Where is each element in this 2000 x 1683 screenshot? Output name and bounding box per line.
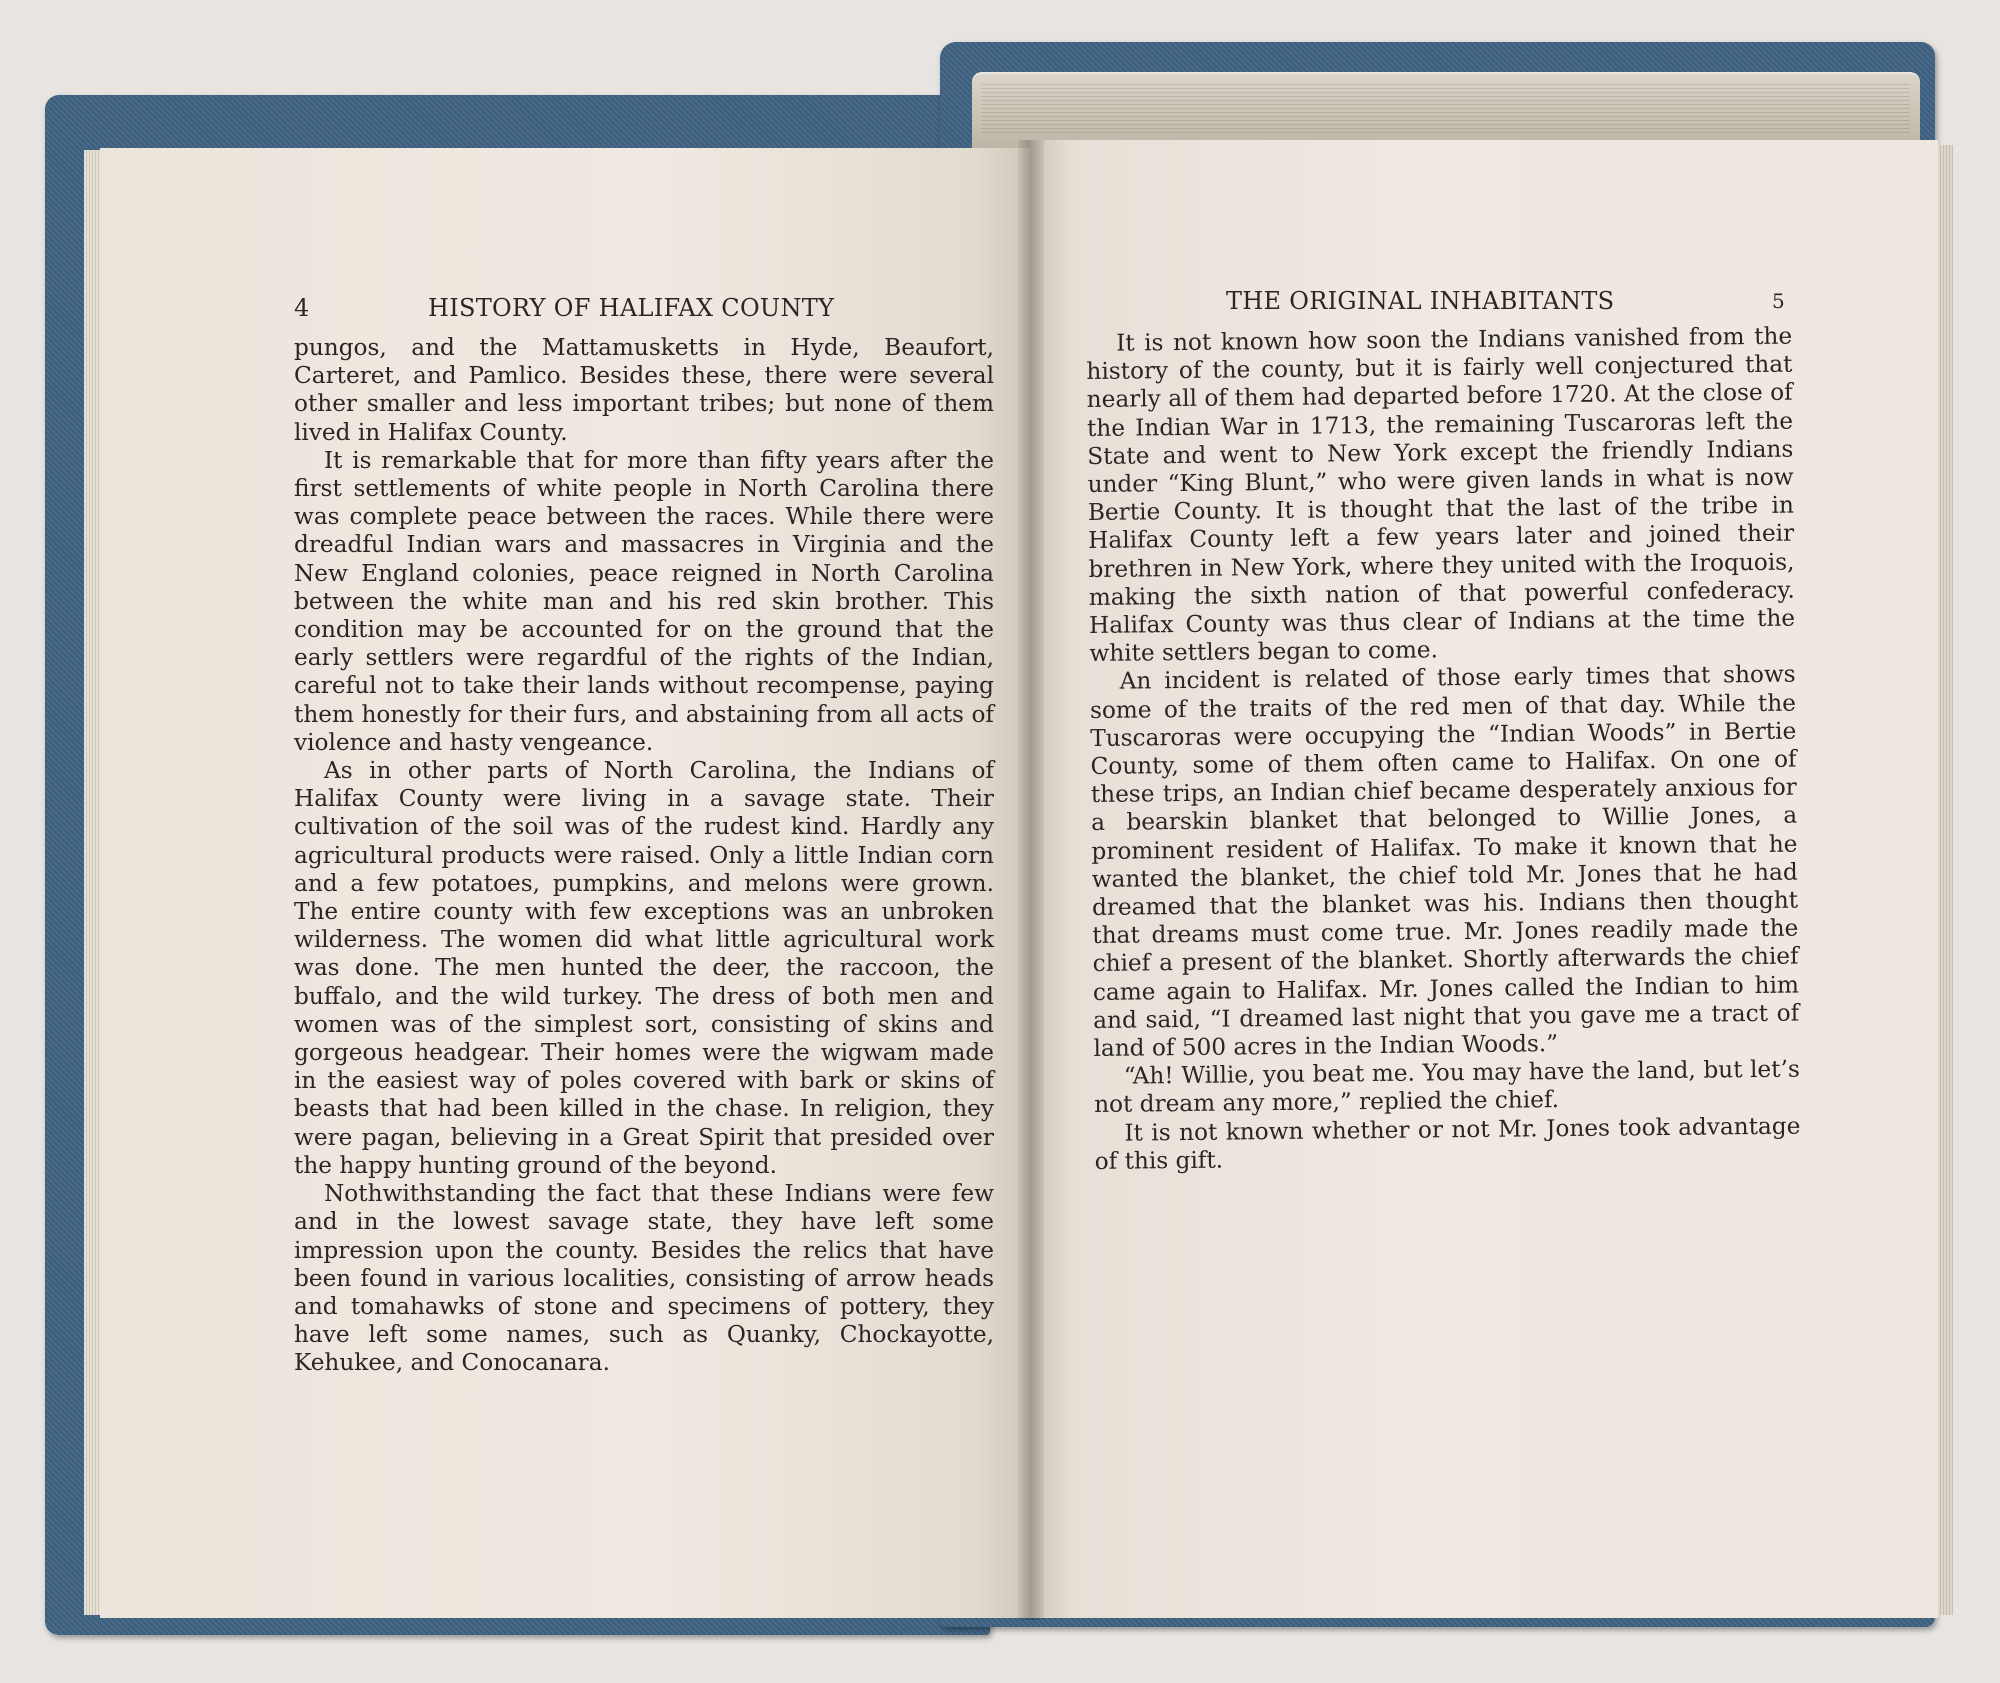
right-page-text <box>1086 323 1801 1176</box>
left-paragraph-2: It is remarkable that for more than fifty years after the first settlements of white people in North Carolina there was complete peace between the races. While there were dreadful Indian wars and massacres in Virginia and the New England colonies, peace reigned in North Carolina between the white man and his red skin brother. This condition may be accounted for on the ground that the early settlers were regardful of the rights of the Indian, careful not to take their lands without recompense, paying them honestly for their furs, and abstaining from all acts of violence and hasty vengeance. <box>294 446 994 756</box>
page-block-top-edge <box>972 72 1920 150</box>
right-paragraph-2: An incident is related of those early times that shows some of the traits of the red men of that day. While the Tuscaroras were occupying the “Indian Woods” in Bertie County, some of them often came to Halifax. On one of these trips, an Indian chief became desperately anxious for a bearskin blanket that belonged to Willie Jones, a prominent resident of Halifax. To make it known that he wanted the blanket, the chief told Mr. Jones that he had dreamed that the blanket was his. Indians then thought that dreams must come true. Mr. Jones readily made the chief a present of the blanket. Shortly afterwards the chief came again to Halifax. Mr. Jones called the Indian to him and said, “I dreamed last night that you gave me a tract of land of 500 acres in the Indian Woods.” <box>1089 661 1800 1063</box>
left-page-text <box>294 334 994 1378</box>
left-paragraph-3: As in other parts of North Carolina, the Indians of Halifax County were living in a savage state. Their cultivation of the soil was of the rudest kind. Hardly any agricultural products were raised. Only a little Indian corn and a few potatoes, pumpkins, and melons were grown. The entire county with few exceptions was an unbroken wilderness. The women did what little agricultural work was done. The men hunted the deer, the raccoon, the buffalo, and the wild turkey. The dress of both men and women was of the simplest sort, consisting of skins and gorgeous headgear. Their homes were the wigwam made in the easiest way of poles covered with bark or skins of beasts that had been killed in the chase. In religion, they were pagan, believing in a Great Spirit that presided over the happy hunting ground of the beyond. <box>294 757 994 1179</box>
left-running-head: HISTORY OF HALIFAX COUNTY <box>428 294 835 322</box>
right-paragraph-3: “Ah! Willie, you beat me. You may have the land, but let’s not dream any more,” replied the chief. <box>1093 1055 1800 1119</box>
right-page-number: 5 <box>1772 289 1786 313</box>
left-paragraph-1: pungos, and the Mattamusketts in Hyde, Beaufort, Carteret, and Pamlico. Besides these, there were several other smaller and less important tribes; but none of them lived in Halifax County. <box>294 334 994 446</box>
right-running-head: THE ORIGINAL INHABITANTS <box>1226 287 1615 315</box>
left-paragraph-4: Nothwithstanding the fact that these Indians were few and in the lowest savage state, they have left some impression upon the county. Besides the relics that have been found in various localities, consisting of arrow heads and tomahawks of stone and specimens of pottery, they have left some names, such as Quanky, Chockayotte, Kehukee, and Conocanara. <box>294 1180 994 1377</box>
right-paragraph-1: It is not known how soon the Indians vanished from the history of the county, but it is fairly well conjectured that nearly all of them had departed before 1720. At the close of the Indian War in 1713, the remaining Tuscaroras left the State and went to New York except the friendly Indians under “King Blunt,” who were given lands in what is now Bertie County. It is thought that the last of the tribe in Halifax County left a few years later and joined their brethren in New York, where they united with the Iroquois, making the sixth nation of that powerful confederacy. Halifax County was thus clear of Indians at the time the white settlers began to come. <box>1086 322 1796 668</box>
book-gutter <box>1018 140 1044 1620</box>
right-paragraph-4: It is not known whether or not Mr. Jones took advantage of this gift. <box>1094 1112 1801 1175</box>
left-page-number: 4 <box>294 294 310 322</box>
